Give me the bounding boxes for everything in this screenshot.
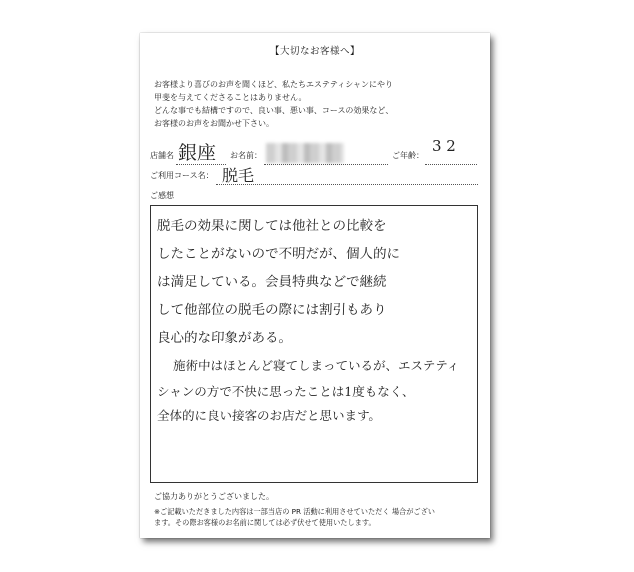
comment-label: ご感想 (150, 191, 174, 200)
course-value: 脱毛 (222, 166, 255, 185)
course-label: ご利用コース名： (150, 171, 214, 180)
footnote-line: ます。その際お客様のお名前に関しては必ず伏せて使用いたします。 (154, 518, 376, 527)
comment-line: して他部位の脱毛の際には割引もあり (156, 302, 387, 318)
age-value: 3 2 (432, 137, 456, 155)
age-label: ご年齢： (392, 151, 424, 160)
name-label: お名前： (230, 151, 262, 160)
redacted-name (266, 143, 344, 163)
age-underline (425, 164, 477, 165)
name-underline (264, 164, 388, 165)
comment-box (150, 205, 478, 483)
handwritten-comment (157, 212, 473, 430)
footnote (154, 506, 484, 528)
comment-line: 脱毛の効果に関しては他社との比較を (156, 218, 387, 234)
card-heading: 【大切なお客様へ】 (269, 46, 360, 57)
comment-line: は満足している。会員特典などで継続 (156, 274, 387, 290)
intro-text (154, 79, 484, 130)
intro-line: 甲斐を与えてくださることはありません。 (154, 92, 307, 102)
store-value: 銀座 (178, 142, 217, 164)
intro-line: どんな事でも結構ですので、良い事、悪い事、コースの効果など、 (154, 106, 394, 115)
comment-line: 施術中はほとんど寝てしまっているが、エステティ (172, 358, 460, 373)
course-underline (216, 184, 478, 185)
store-underline (176, 164, 226, 165)
intro-line: お客様より喜びのお声を聞くほど、私たちエステティシャンにやり (154, 80, 394, 89)
footnote-line: ※ご記載いただきました内容は一部当店の PR 活動に利用させていただく 場合がござい (154, 507, 435, 516)
intro-line: お客様のお声をお聞かせ下さい。 (154, 118, 274, 128)
comment-line: したことがないので不明だが、個人的に (156, 246, 401, 262)
customer-feedback-card (140, 33, 490, 538)
thanks-text: ご協力ありがとうございました。 (154, 492, 274, 501)
store-label: 店舗名 (150, 151, 174, 160)
comment-line: 全体的に良い接客のお店だと思います。 (156, 408, 382, 423)
comment-line: シャンの方で不快に思ったことは1度もなく、 (156, 384, 415, 399)
comment-line: 良心的な印象がある。 (156, 330, 293, 346)
